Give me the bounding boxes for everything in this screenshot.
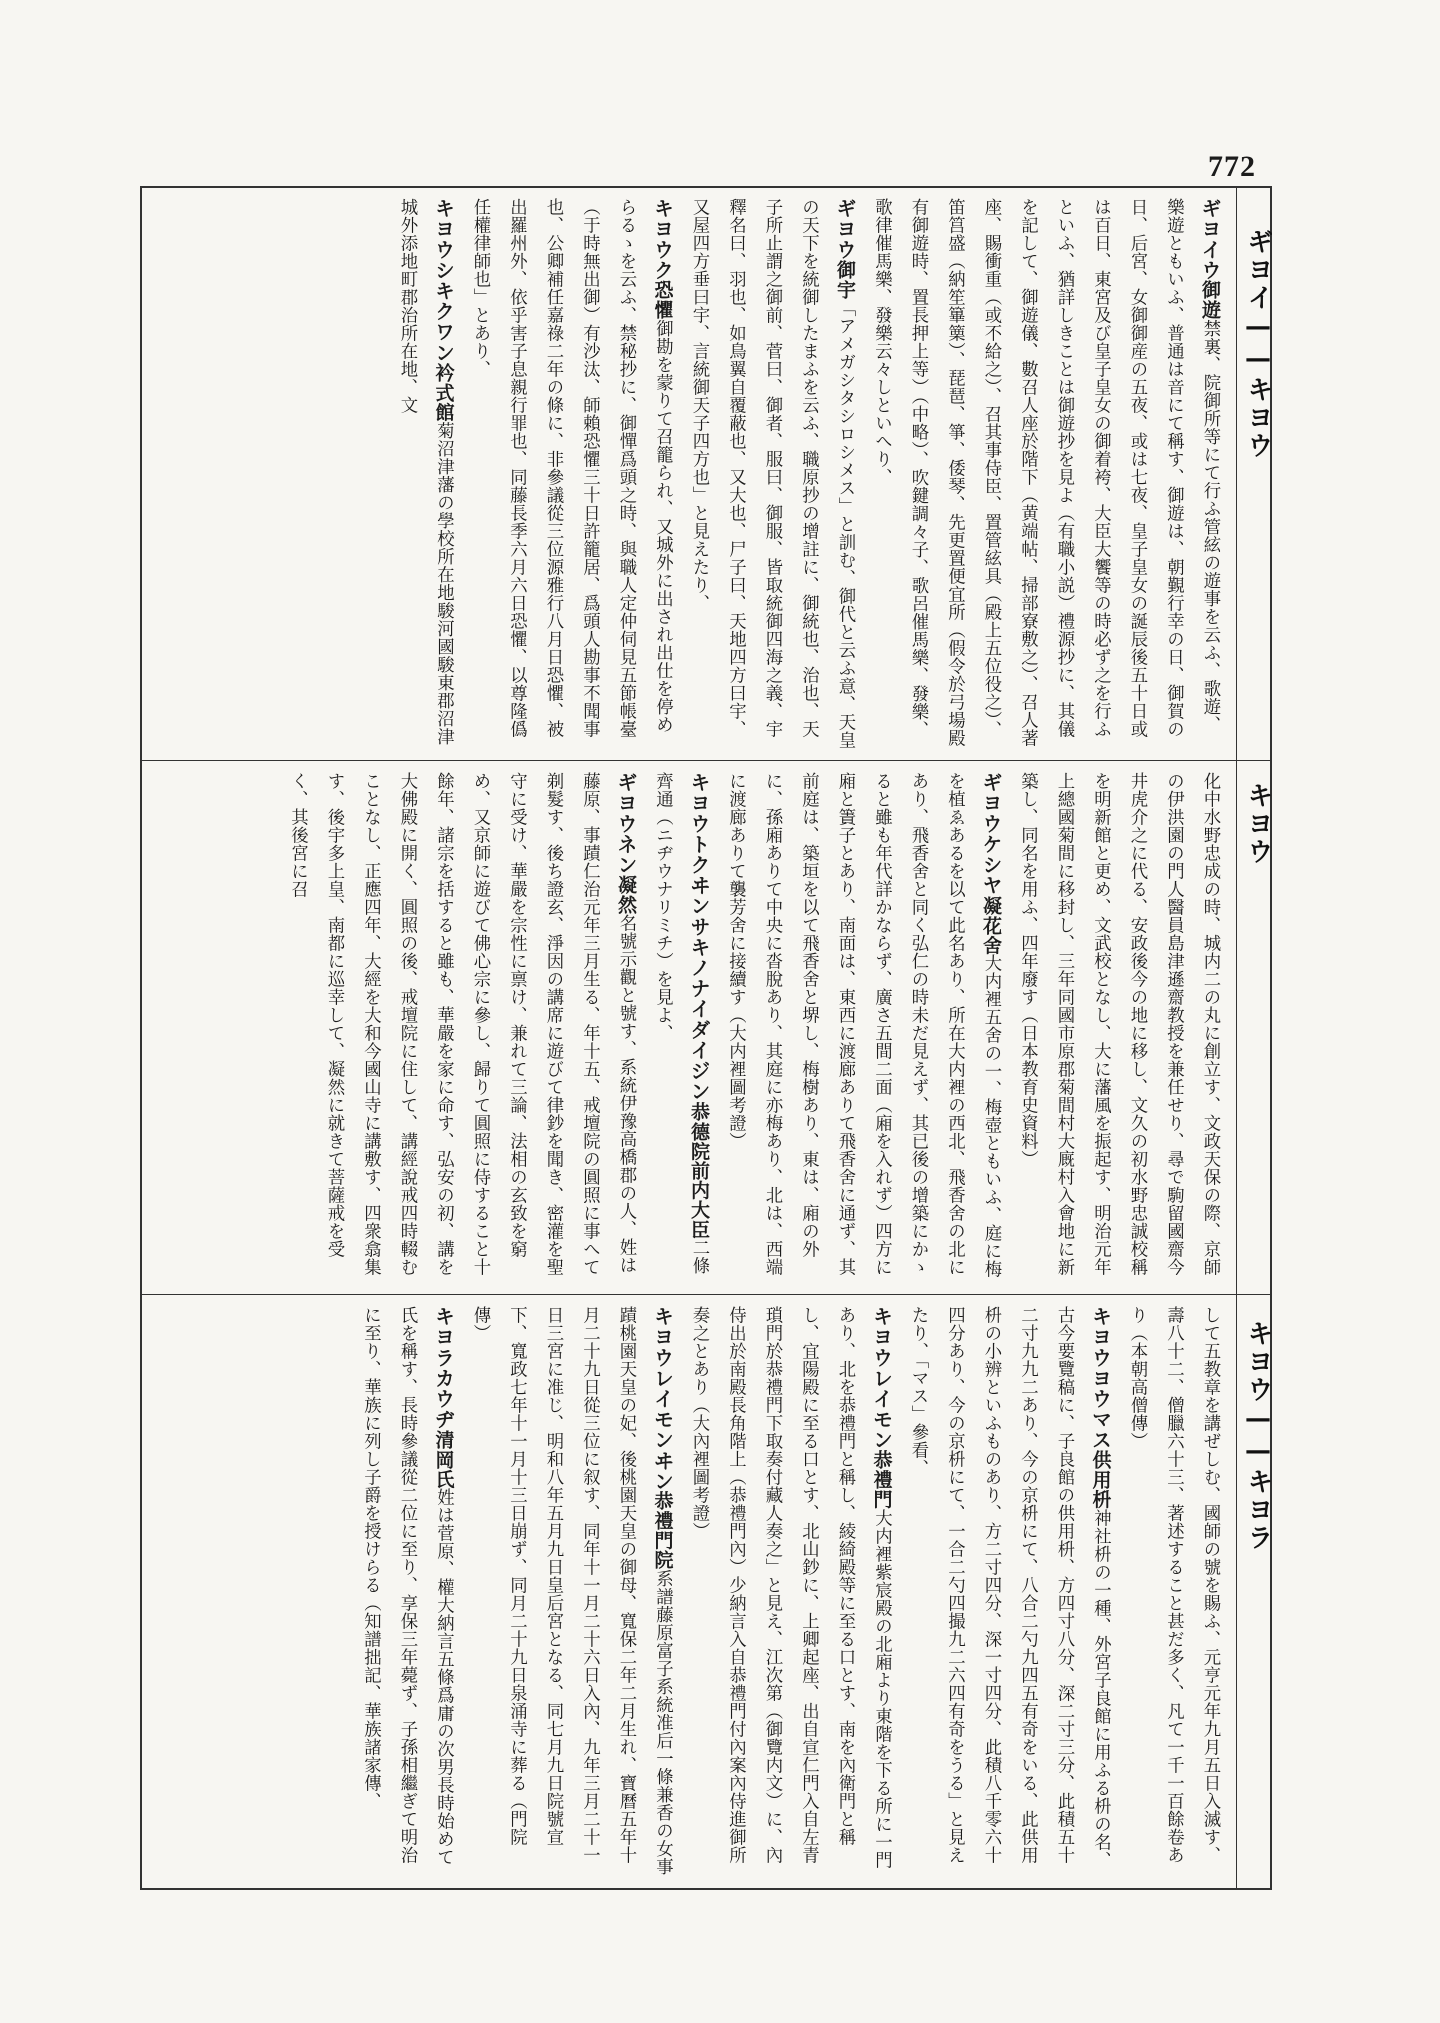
dictionary-entry [908,1306,1111,1869]
entry-text: 姓は菅原、權大納言五條爲庸の次男長時始めて氏を稱す、長時參議從二位に至り、享保三年薨ず、子孫相繼ぎて明治に至り、華族に列し子爵を授けらる（知譜拙記、華族諸家傳、 [360,1306,454,1867]
entry-headword: キヨウレイモンヰン [650,1306,675,1492]
entry-kanji: 恭禮門院 [651,1491,674,1570]
dictionary-entry [689,198,855,749]
entry-text: 二條齊通（ニヂウナリミチ）を見よ、 [652,772,709,1275]
entry-text: 系譜藤原富子系統准后一條兼香の女事蹟桃園天皇の妃、後桃園天皇の御母、寬保二年二月生れ、寶曆五年十月二十九日從三位に叙す、同年十一月二十六日入內、九年三月二十一日三宮に准じ、明和八年五月九日皇后宮となる、同七月九日院號宣下、寬政七年十一月十三日崩ず、同月二十九日泉涌寺に葬る（門院傳） [470,1306,673,1876]
entry-kanji: 衿式館 [432,362,455,422]
entry-text: 神社枡の一種、外宮子良館に用ふる枡の名、古今要覽稿に、子良館の供用枡、方四寸八分、深二寸三分、此積五十二寸九九二あり、今の京枡にて、八合二勺九四五有奇をいる、此供用枡の小辨といふものあり、方二寸四分、深一寸四分、此積八千零六十四分あり、今の京枡にて、一合二勺四撮九二六四有奇をうる」と見えたり、「マス」參看、 [908,1306,1111,1870]
entry-headword: キヨウヨウマス [1088,1306,1113,1451]
dictionary-entry [726,772,1002,1278]
entry-headword: キヨラカウヂ [431,1306,456,1430]
entry-text: 禁裏、院御所等にて行ふ管絃の遊事を云ふ、歌遊、樂遊ともいふ、普通は音にて稱す、御遊は、朝覲行幸の日、御賀の日、后宮、女御御産の五夜、或は七夜、皇子皇女の誕辰後五十日或は百日、東宮及び皇子皇女の御着袴、大臣大饗等の時必ず之を行ふといふ、猶詳しきことは御遊抄を見よ（有職小説）禮源抄に、其儀を記して、御遊儀、數召人座於階下（黄端帖、掃部寮敷之）、召人著座、賜衝重（或不給之）、召其事侍臣、置管絃具（殿上五位役之）、笛筥盛（納笙篳篥）、琵琶、箏、倭琴、先更置便宜所（假令於弓場殿有御遊時、置長押上等）（中略）、吹鍵調々子、歌呂催馬樂、發樂、歌律催馬樂、發樂云々しといへり、 [871,198,1220,748]
entry-text: して五教章を講ぜしむ、國師の號を賜ふ、元亨元年九月五日入滅す、壽八十二、僧臘六十三、著述すること甚だ多く、凡て一千一百餘卷あり（本朝高僧傳） [1127,1306,1220,1864]
entry-kanji: 供用枡 [1089,1450,1112,1510]
entry-kanji: 凝花舍 [980,895,1002,955]
entry-headword: キヨウレイモン [869,1306,894,1451]
dictionary-entry-continued [1127,1306,1220,1864]
page-number: 772 [1208,150,1256,183]
bottom-rule [140,1888,1272,1890]
entry-headword: キヨウトクヰンサキノナイダイジン [687,772,711,1102]
dictionary-entry [653,772,710,1275]
entry-text: 名號示觀と號す、系統伊豫高橋郡の人、姓は藤原、事蹟仁治元年三月生る、年十五、戒壇院の圓照に事へて剃髮す、後ち證玄、淨因の講席に遊びて律鈔を聞き、密灌を聖守に受け、華嚴を宗性に禀け、兼れて三論、法相の玄致を窮め、又京師に遊びて佛心宗に參し、歸りて圓照に侍すること十餘年、諸宗を括すると雖も、華嚴を家に命す、弘安の初、講を大佛殿に開く、圓照の後、戒壇院に住して、講經說戒四時輟むことなし、正應四年、大經を大和今國山寺に講敷す、四衆翕集す、後宇多上皇、南都に巡幸して、凝然に就きて菩薩戒を受く、其後宮に召 [287,772,636,1276]
entry-kanji: 恭德院前内大臣 [688,1101,710,1239]
dictionary-entry [470,198,673,738]
entry-kanji: 凝然 [615,875,637,915]
running-head: キヨウ——キヨラ [1243,1320,1273,1552]
band-divider [140,1294,1272,1295]
running-head: キヨウ [1243,782,1273,866]
running-head: ギヨイ——キヨウ [1243,228,1273,460]
text-band-middle [150,772,1228,1284]
entry-text: 大内裡紫宸殿の北廂より東階を下る所に一門あり、北を恭禮門と稱し、綾綺殿等に至る口とす、南を內衛門と稱し、宜陽殿に至る口とす、北山鈔に、上卿起座、出自宣仁門入自左青瑣門於恭禮門下取奏付藏人奏之」と見え、江次第（御覽内文）に、內侍出於南殿長角階上（恭禮門內）少納言入自恭禮門付內案內侍進御所奏之とあり（大內裡圖考證） [689,1306,892,1870]
entry-text: 菊沼津藩の學校所在地駿河國駿東郡沼津城外添地町郡治所在地、文 [397,198,454,746]
top-rule [140,186,1272,188]
entry-kanji: 恐懼 [651,280,674,320]
dictionary-entry [470,1306,673,1876]
entry-headword: ギヨウケシヤ [979,772,1003,896]
entry-text: 「アメガシタシロシメス」と訓む、御代と云ふ意、天皇の天下を統御したまふを云ふ、職原抄の增註に、御統也、治也、天子所止謂之御前、菅曰、御者、服曰、御服、皆取統御四海之義、宇釋名曰、羽也、如鳥翼自覆蔽也、又大也、尸子曰、天地四方曰宇、又屋四方垂曰宇、言統御天子四方也」と見えたり、 [689,198,855,750]
entry-headword: キヨウシキクワン [431,198,456,363]
dictionary-entry [872,198,1221,747]
entry-kanji: 清岡氏 [432,1429,455,1489]
entry-headword: ギヨウネン [614,772,638,875]
entry-text: 御勘を蒙りて召籠られ、又城外に出され出仕を停めらるゝを云ふ、禁秘抄に、御憚爲頭之時、與職人定仲伺見五節帳臺（于時無出御）有沙汰、師賴恐懼三十日許籠居、爲頭人勘事不聞事也、公卿補任嘉祿二年の條に、非參議從三位源雅行八月日恐懼、被出羅州外、依乎害子息親行罪也、同藤長季六月六日恐懼、以尊隆僞任權律師也」とあり、 [470,198,673,738]
entry-headword: ギヨイウ [1198,198,1222,281]
dictionary-entry [397,198,454,746]
dictionary-entry [689,1306,892,1869]
text-band-bottom [150,1306,1228,1878]
entry-headword: キヨウク [650,198,675,281]
entry-kanji: 御宇 [834,259,856,300]
entry-text: 大内裡五舍の一、梅壺ともいふ、庭に梅を植ゑあるを以て此名あり、所在大内裡の西北、飛香舍の北にあり、飛香舍と同く弘仁の時未だ見えず、其已後の增築にかゝると雖も年代詳かならず、廣さ五間二面（廂を入れず）四方に廂と簀子とあり、南面は、東西に渡廊ありて飛香舍に通ず、其前庭は、築垣を以て飛香舍と堺し、梅樹あり、東は、廂の外に、孫廂ありて中央に沓脫あり、其庭に亦梅あり、北は、西端に渡廊ありて襲芳舍に接續す（大内裡圖考證） [725,772,1001,1279]
band-divider [140,760,1272,761]
text-band-top [150,198,1228,750]
entry-kanji: 恭禮門 [870,1450,893,1510]
dictionary-entry-continued [1018,772,1221,1276]
dictionary-entry [288,772,637,1276]
entry-text: 化中水野忠成の時、城内二の丸に創立す、文政天保の際、京師の伊洪園の門人醫員島津遜齋教授を兼任せり、尋で駒留國齋今井虎介之に代る、安政後今の地に移し、文久の初水野忠誠校稱を明新館と更め、文武校となし、大に藩風を振起す、明治元年上總國菊間に移封し、三年同國市原郡菊間村大廐村入會地に新築し、同名を用ふ、四年廢す（日本教育史資料） [1017,772,1220,1276]
margin-rule [1236,186,1237,1888]
left-rule [140,186,142,1888]
entry-headword: ギヨウ [833,198,857,260]
dictionary-entry [361,1306,454,1866]
entry-kanji: 御遊 [1199,280,1221,320]
